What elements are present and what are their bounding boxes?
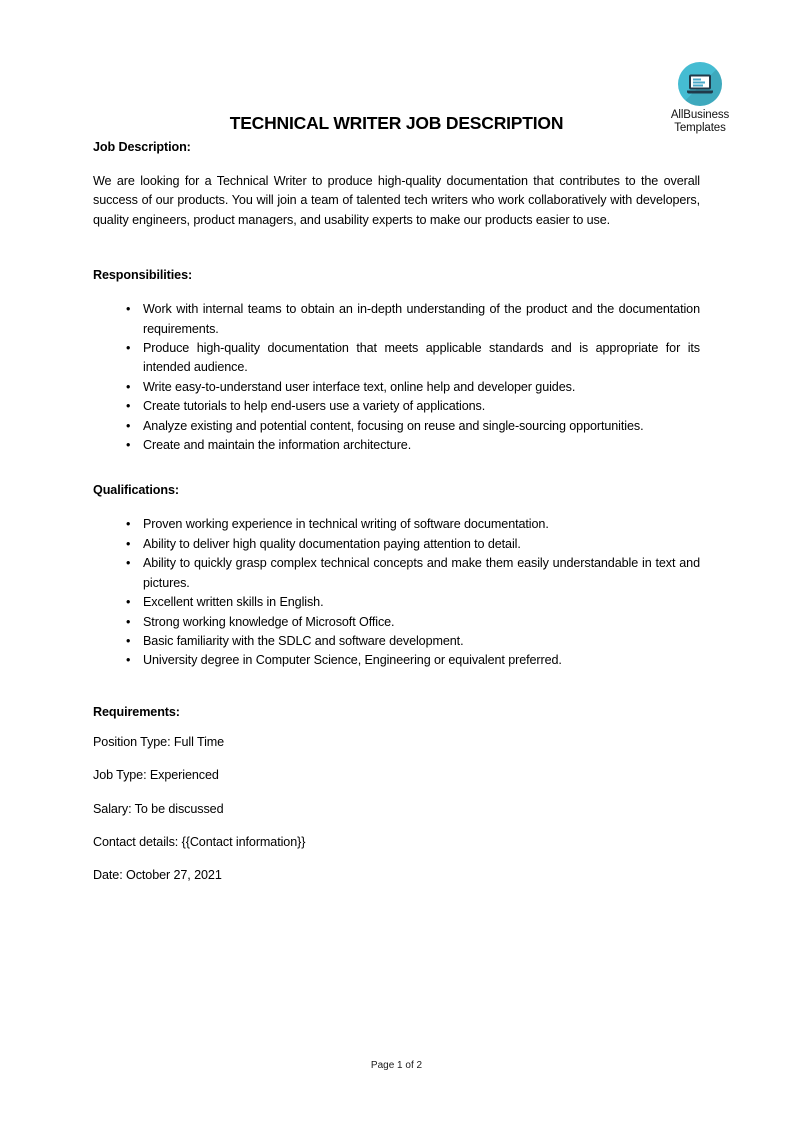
list-item: • Ability to quickly grasp complex technical concepts and make them easily understandable in text and pictures. <box>93 554 700 593</box>
laptop-screen <box>689 75 711 90</box>
page-title: TECHNICAL WRITER JOB DESCRIPTION <box>229 113 564 133</box>
logo-text-line-1: AllBusiness <box>670 109 730 121</box>
logo-text-line-2: Templates <box>674 122 726 134</box>
screen-line <box>693 85 703 87</box>
list-item: • Ability to deliver high quality documentation paying attention to detail. <box>93 535 700 554</box>
list-item: • Work with internal teams to obtain an in-depth understanding of the product and the documentation requirements. <box>93 300 700 339</box>
page-footer: Page 1 of 2 <box>370 1060 423 1071</box>
list-item: • Produce high-quality documentation that meets applicable standards and is appropriate for its intended audience. <box>93 339 700 378</box>
qualifications-heading: Qualifications: <box>93 483 179 498</box>
requirements-heading: Requirements: <box>93 704 180 719</box>
responsibilities-heading: Responsibilities: <box>93 268 193 283</box>
screen-line <box>693 79 701 81</box>
list-item: • Proven working experience in technical writing of software documentation. <box>93 515 700 534</box>
list-item: • Excellent written skills in English. <box>93 593 700 612</box>
job-description-heading: Job Description: <box>93 140 191 154</box>
list-item: • Create tutorials to help end-users use a variety of applications. <box>93 397 700 416</box>
requirement-date: Date: October 27, 2021 <box>93 868 222 883</box>
laptop-base <box>687 91 713 94</box>
list-item: • Strong working knowledge of Microsoft Office. <box>93 613 700 632</box>
logo-circle <box>678 62 722 106</box>
list-item: • Write easy-to-understand user interface text, online help and developer guides. <box>93 378 700 397</box>
list-item: • Basic familiarity with the SDLC and software development. <box>93 632 700 651</box>
document-body <box>93 140 700 886</box>
intro-paragraph: We are looking for a Technical Writer to produce high-quality documentation that contributes to the overall success of our products. You will join a team of talented tech writers who work collaboratively with developers, quality engineers, product managers, and usability experts to make our products easier to use. <box>93 174 700 227</box>
list-item: • Analyze existing and potential content, focusing on reuse and single-sourcing opportunities. <box>93 417 700 436</box>
responsibilities-list <box>93 300 700 455</box>
requirement-salary: Salary: To be discussed <box>93 801 224 816</box>
qualifications-list <box>93 515 700 670</box>
list-item: • University degree in Computer Science, Engineering or equivalent preferred. <box>93 651 700 670</box>
requirement-contact-details: Contact details: {{Contact information}} <box>93 834 306 849</box>
requirement-job-type: Job Type: Experienced <box>93 768 219 783</box>
laptop-icon <box>687 75 713 94</box>
requirement-position-type: Position Type: Full Time <box>93 734 225 749</box>
list-item: • Create and maintain the information architecture. <box>93 436 700 455</box>
screen-line <box>693 82 705 84</box>
